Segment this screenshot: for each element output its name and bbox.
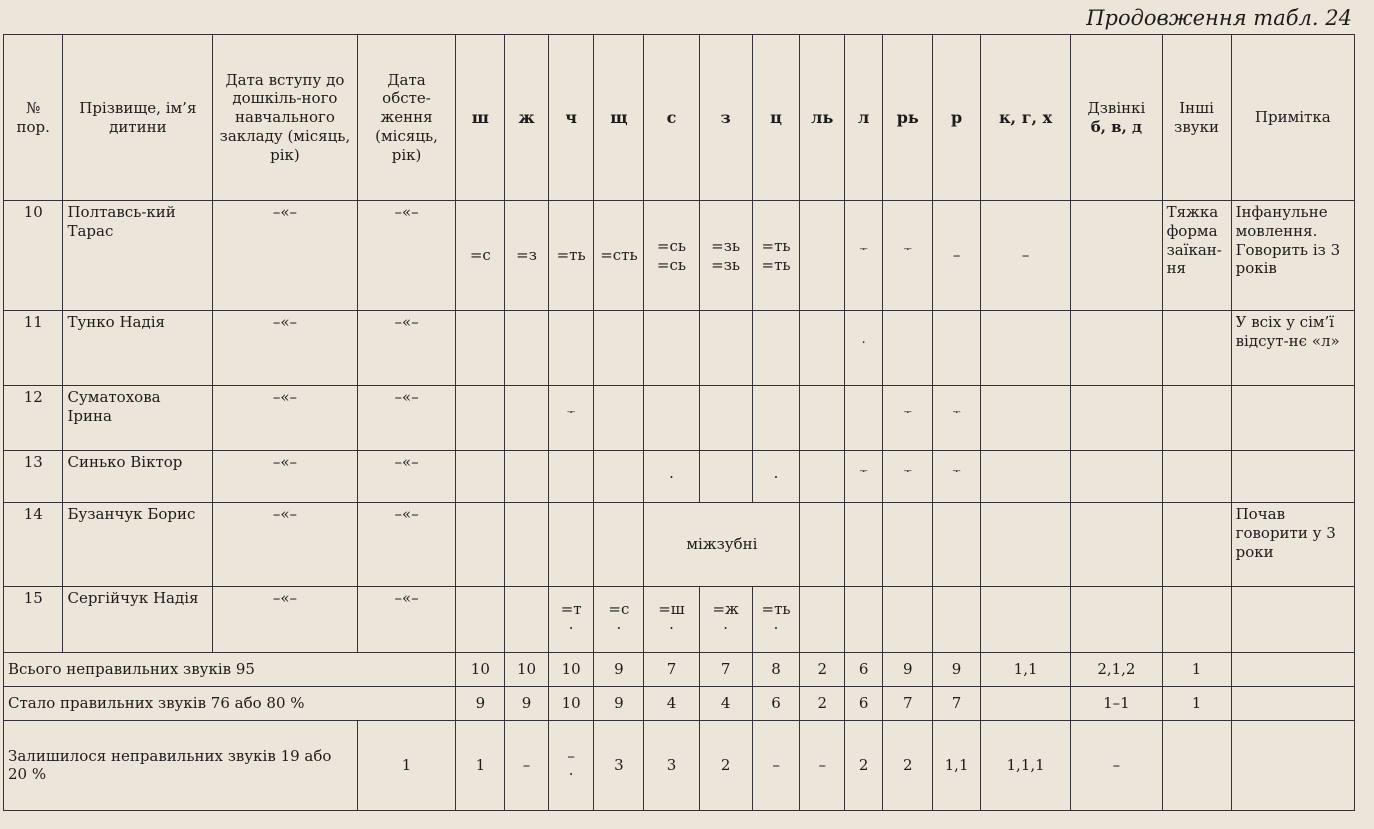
summary-value: 6 bbox=[845, 652, 883, 686]
sound-cell bbox=[883, 311, 933, 386]
row-exam-date: –«– bbox=[357, 586, 456, 652]
summary-value: 4 bbox=[644, 686, 699, 720]
summary-value: 2 bbox=[699, 720, 752, 810]
row-num: 15 bbox=[4, 586, 63, 652]
summary-value: 2 bbox=[845, 720, 883, 810]
summary-value: 4 bbox=[699, 686, 752, 720]
row-note bbox=[1231, 386, 1354, 451]
sound-cell bbox=[699, 451, 752, 503]
sound-cell bbox=[752, 311, 800, 386]
row-note bbox=[1231, 586, 1354, 652]
sound-cell bbox=[548, 311, 594, 386]
sound-cell: =ть · bbox=[752, 586, 800, 652]
summary-label: Всього неправильних звуків 95 bbox=[4, 652, 456, 686]
table-row bbox=[4, 586, 1355, 652]
sound-cell bbox=[548, 503, 594, 586]
sound-cell bbox=[456, 311, 505, 386]
summary-value: 6 bbox=[845, 686, 883, 720]
sound-cell: ˙̅ bbox=[548, 386, 594, 451]
sound-cell: =с bbox=[456, 201, 505, 311]
sound-cell bbox=[845, 386, 883, 451]
sound-cell bbox=[933, 503, 981, 586]
sound-cell bbox=[980, 503, 1070, 586]
row-voiced bbox=[1071, 201, 1162, 311]
header-sound: ль bbox=[800, 35, 845, 201]
summary-label: Залишилося неправильних звуків 19 або 20 % bbox=[4, 720, 358, 810]
header-voiced-letters: б, в, д bbox=[1090, 117, 1143, 136]
header-sound: с bbox=[644, 35, 699, 201]
summary-value: 7 bbox=[883, 686, 933, 720]
row-enter-date: –«– bbox=[213, 201, 357, 311]
row-num: 12 bbox=[4, 386, 63, 451]
summary-value: 9 bbox=[933, 652, 981, 686]
sound-cell bbox=[699, 311, 752, 386]
sound-cell bbox=[505, 451, 549, 503]
summary-value: 3 bbox=[594, 720, 644, 810]
sound-cell: ˙̅ bbox=[883, 451, 933, 503]
row-other bbox=[1162, 586, 1231, 652]
header-sound: з bbox=[699, 35, 752, 201]
summary-label: Стало правильних звуків 76 або 80 % bbox=[4, 686, 456, 720]
row-other bbox=[1162, 451, 1231, 503]
summary-value: 1,1 bbox=[933, 720, 981, 810]
header-sound: ж bbox=[505, 35, 549, 201]
sound-cell bbox=[594, 503, 644, 586]
sound-cell bbox=[845, 503, 883, 586]
row-num: 10 bbox=[4, 201, 63, 311]
summary-value: 7 bbox=[699, 652, 752, 686]
summary-value: 1,1,1 bbox=[980, 720, 1070, 810]
table-row bbox=[4, 386, 1355, 451]
summary-value: 10 bbox=[548, 652, 594, 686]
sound-cell bbox=[883, 503, 933, 586]
sound-cell: ˙̅ bbox=[883, 201, 933, 311]
sound-cell: – bbox=[980, 201, 1070, 311]
sound-cell: =с · bbox=[594, 586, 644, 652]
header-name: Прізвище, ім’я дитини bbox=[63, 35, 213, 201]
row-exam-date: –«– bbox=[357, 451, 456, 503]
summary-value: 2 bbox=[800, 686, 845, 720]
sound-cell bbox=[594, 311, 644, 386]
sound-cell bbox=[456, 503, 505, 586]
summary-value: 9 bbox=[883, 652, 933, 686]
row-voiced bbox=[1071, 451, 1162, 503]
summary-voiced: 2,1,2 bbox=[1071, 652, 1162, 686]
table-row bbox=[4, 503, 1355, 586]
header-voiced-title: Дзвінкі bbox=[1087, 98, 1146, 117]
header-sound: к, г, х bbox=[980, 35, 1070, 201]
header-sound: ц bbox=[752, 35, 800, 201]
sound-cell: =т · bbox=[548, 586, 594, 652]
sound-cell bbox=[699, 386, 752, 451]
sound-cell bbox=[980, 386, 1070, 451]
header-sound: р bbox=[933, 35, 981, 201]
sound-cell bbox=[800, 503, 845, 586]
summary-value: 1 bbox=[456, 720, 505, 810]
summary-value: 7 bbox=[933, 686, 981, 720]
row-exam-date: –«– bbox=[357, 503, 456, 586]
sound-cell: =з bbox=[505, 201, 549, 311]
summary-value: 8 bbox=[752, 652, 800, 686]
summary-row bbox=[4, 652, 1355, 686]
header-other: Інші звуки bbox=[1162, 35, 1231, 201]
summary-note bbox=[1231, 720, 1354, 810]
sound-cell bbox=[505, 386, 549, 451]
sound-cell bbox=[505, 503, 549, 586]
sound-cell: ˙̅ bbox=[845, 201, 883, 311]
sound-cell bbox=[644, 386, 699, 451]
row-note: Інфанульне мовлення. Говорить із 3 років bbox=[1231, 201, 1354, 311]
sound-cell bbox=[800, 311, 845, 386]
row-enter-date: –«– bbox=[213, 586, 357, 652]
summary-value: 6 bbox=[752, 686, 800, 720]
sound-cell bbox=[505, 586, 549, 652]
sound-cell bbox=[644, 311, 699, 386]
sound-cell bbox=[980, 311, 1070, 386]
summary-other: 1 bbox=[1162, 686, 1231, 720]
header-note: Примітка bbox=[1231, 35, 1354, 201]
table-row bbox=[4, 451, 1355, 503]
summary-value: 7 bbox=[644, 652, 699, 686]
row-name: Тунко Надія bbox=[63, 311, 213, 386]
row-num: 13 bbox=[4, 451, 63, 503]
row-other bbox=[1162, 311, 1231, 386]
summary-value: – bbox=[752, 720, 800, 810]
row-num: 14 bbox=[4, 503, 63, 586]
summary-value: – · bbox=[548, 720, 594, 810]
sound-cell bbox=[800, 586, 845, 652]
header-sound: ш bbox=[456, 35, 505, 201]
sound-cell bbox=[594, 451, 644, 503]
row-enter-date: –«– bbox=[213, 503, 357, 586]
sound-cell: =ж · bbox=[699, 586, 752, 652]
row-note bbox=[1231, 451, 1354, 503]
header-enter-date: Дата вступу до дошкіль-ного навчального закладу (місяць, рік) bbox=[213, 35, 357, 201]
header-row bbox=[4, 35, 1355, 201]
row-enter-date: –«– bbox=[213, 386, 357, 451]
sound-cell bbox=[883, 586, 933, 652]
row-note: У всіх у сім’ї відсут-нє «л» bbox=[1231, 311, 1354, 386]
summary-value: 2 bbox=[800, 652, 845, 686]
row-name: Сергійчук Надія bbox=[63, 586, 213, 652]
header-sound: л bbox=[845, 35, 883, 201]
summary-note bbox=[1231, 652, 1354, 686]
header-sound: щ bbox=[594, 35, 644, 201]
sound-cell: ˙̅ bbox=[845, 451, 883, 503]
sound-cell: =ть bbox=[548, 201, 594, 311]
sound-cell bbox=[845, 586, 883, 652]
sound-cell bbox=[933, 311, 981, 386]
summary-value: – bbox=[800, 720, 845, 810]
summary-value bbox=[980, 686, 1070, 720]
sound-cell bbox=[456, 451, 505, 503]
summary-voiced: 1–1 bbox=[1071, 686, 1162, 720]
sound-cell: =зь =зь bbox=[699, 201, 752, 311]
sound-cell: =ш · bbox=[644, 586, 699, 652]
sound-cell bbox=[800, 386, 845, 451]
summary-extra: 1 bbox=[357, 720, 456, 810]
sound-cell: ˙ bbox=[845, 311, 883, 386]
row-other bbox=[1162, 386, 1231, 451]
sound-cell: ˙̅ bbox=[933, 386, 981, 451]
table-caption: Продовження табл. 24 bbox=[1086, 6, 1352, 30]
row-name: Синько Віктор bbox=[63, 451, 213, 503]
sound-cell: ˙̅ bbox=[933, 451, 981, 503]
sound-cell bbox=[800, 451, 845, 503]
sound-cell bbox=[933, 586, 981, 652]
summary-voiced: – bbox=[1071, 720, 1162, 810]
sound-cell bbox=[800, 201, 845, 311]
summary-value: 3 bbox=[644, 720, 699, 810]
row-note: Почав говорити у 3 роки bbox=[1231, 503, 1354, 586]
summary-value: – bbox=[505, 720, 549, 810]
sound-cell bbox=[456, 386, 505, 451]
summary-other: 1 bbox=[1162, 652, 1231, 686]
row-exam-date: –«– bbox=[357, 311, 456, 386]
sound-cell bbox=[505, 311, 549, 386]
sound-cell bbox=[548, 451, 594, 503]
sound-cell: =сть bbox=[594, 201, 644, 311]
summary-value: 10 bbox=[456, 652, 505, 686]
sound-cell bbox=[752, 386, 800, 451]
row-name: Бузанчук Борис bbox=[63, 503, 213, 586]
row-name: Полтавсь-кий Тарас bbox=[63, 201, 213, 311]
header-exam-date: Дата обсте-ження (місяць, рік) bbox=[357, 35, 456, 201]
summary-value: 10 bbox=[505, 652, 549, 686]
row-voiced bbox=[1071, 586, 1162, 652]
row-other: Тяжка форма заїкан-ня bbox=[1162, 201, 1231, 311]
row-enter-date: –«– bbox=[213, 311, 357, 386]
summary-value: 9 bbox=[456, 686, 505, 720]
table-row bbox=[4, 311, 1355, 386]
header-sound: рь bbox=[883, 35, 933, 201]
sound-cell bbox=[980, 451, 1070, 503]
sound-cell: =сь =сь bbox=[644, 201, 699, 311]
row-num: 11 bbox=[4, 311, 63, 386]
row-voiced bbox=[1071, 503, 1162, 586]
summary-row bbox=[4, 720, 1355, 810]
sound-cell: · bbox=[752, 451, 800, 503]
header-num: № пор. bbox=[4, 35, 63, 201]
row-exam-date: –«– bbox=[357, 386, 456, 451]
interdental-note: міжзубні bbox=[644, 503, 800, 586]
row-exam-date: –«– bbox=[357, 201, 456, 311]
sound-cell: · bbox=[644, 451, 699, 503]
row-other bbox=[1162, 503, 1231, 586]
summary-value: 10 bbox=[548, 686, 594, 720]
summary-value: 9 bbox=[505, 686, 549, 720]
row-name: Суматохова Ірина bbox=[63, 386, 213, 451]
summary-value: 1,1 bbox=[980, 652, 1070, 686]
sound-cell bbox=[980, 586, 1070, 652]
row-voiced bbox=[1071, 311, 1162, 386]
summary-value: 9 bbox=[594, 686, 644, 720]
sound-cell: =ть =ть bbox=[752, 201, 800, 311]
sound-cell bbox=[456, 586, 505, 652]
row-enter-date: –«– bbox=[213, 451, 357, 503]
sound-cell bbox=[594, 386, 644, 451]
summary-value: 2 bbox=[883, 720, 933, 810]
summary-value: 9 bbox=[594, 652, 644, 686]
header-sound: ч bbox=[548, 35, 594, 201]
row-voiced bbox=[1071, 386, 1162, 451]
summary-note bbox=[1231, 686, 1354, 720]
table-row bbox=[4, 201, 1355, 311]
header-voiced bbox=[1071, 35, 1162, 201]
summary-row bbox=[4, 686, 1355, 720]
speech-sounds-table bbox=[3, 34, 1355, 811]
sound-cell: – bbox=[933, 201, 981, 311]
summary-other bbox=[1162, 720, 1231, 810]
sound-cell: ˙̅ bbox=[883, 386, 933, 451]
